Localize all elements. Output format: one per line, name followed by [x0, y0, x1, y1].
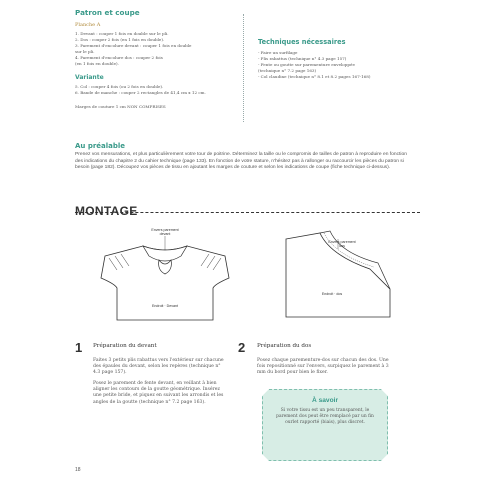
prealable-section: [75, 142, 415, 172]
step1-paragraph: Posez le parement de fente devant, en veillant à bien aligner les contours de la goutte géométrique. Insérez une petite bride, et piquez en suivant les arrondis et les angles de la goutte (technique n° 7.2 page 163).: [93, 381, 224, 405]
step2-text: [257, 358, 392, 381]
patron-line: 4. Parement d'encolure dos : couper 2 fois: [75, 55, 163, 61]
patron-title: Patron et coupe: [75, 8, 140, 17]
techniques-list: [258, 50, 418, 80]
box-corner-notch: [381, 382, 395, 396]
patron-subtitle: Planche A: [75, 22, 101, 28]
patron-line: (en 1 fois en double).: [75, 61, 119, 67]
montage-divider: [75, 212, 420, 213]
fig2-label-bottom: Endroit · dos: [321, 292, 343, 296]
page-number: 18: [75, 467, 81, 473]
step1-text: [93, 358, 228, 411]
technique-line: - Plis rabattus (technique n° 4.3 page 157): [258, 56, 347, 62]
technique-line: - Fente ou goutte sur parementure enveloppée: [258, 62, 355, 68]
fig1-label-top: [143, 228, 187, 236]
techniques-section: [258, 38, 418, 80]
patron-line: 3. Parement d'encolure devant : couper 1 fois en double: [75, 43, 192, 49]
techniques-title: Techniques nécessaires: [258, 38, 346, 46]
variante-line: 6. Bande de manche : couper 2 rectangles de 41,4 cm x 12 cm.: [75, 89, 206, 95]
technique-line: - Col claudine (technique n° 8.1 et 8.2 pages 167-168): [258, 74, 371, 80]
fig1-label-line: Envers parement: [151, 228, 179, 232]
column-divider: [243, 14, 244, 122]
step2-number: 2: [238, 340, 246, 355]
fig1-label-line: devant: [159, 232, 171, 236]
fig2-label-top: [322, 240, 362, 248]
step2-paragraph: Posez chaque parementure-dos sur chacun des dos. Une fois repositionné sur l'envers, surpiquez le parement à 3 mm du bord pour bien le fixer.: [257, 358, 389, 376]
patron-line: 1. Devant : couper 1 fois en double sur le pli.: [75, 31, 169, 36]
a-savoir-box: [262, 389, 388, 461]
step1-number: 1: [75, 340, 83, 355]
box-corner-notch: [381, 454, 395, 468]
variante-list: [75, 84, 240, 96]
marges-note: Marges de couture 1 cm NON COMPRISES: [75, 103, 166, 109]
patron-line: sur le pli.: [75, 49, 95, 55]
step2-title: Préparation du dos: [257, 343, 312, 349]
montage-title: MONTAGE: [75, 204, 138, 218]
fig2-label-line: dos: [339, 244, 345, 248]
step1-title: Préparation du devant: [93, 343, 157, 349]
prealable-text: Prenez vos mensurations, et plus particulièrement votre tour de poitrine. Déterminez la taille ou le compromis de tailles de patron à reproduire en fonction des indications du chapitre 2 du cahier technique (page 133). En fonction de votre stature, n'hésitez pas à rallonger ou raccourcir les pièces du patron si besoin (page 182). Découpez vos pièces de tissu en ajoutant les marges de couture et selon les indications de coupe (fiche technique ci-dessus).: [75, 152, 407, 171]
patron-section: [75, 8, 240, 110]
variante-title: Variante: [75, 73, 104, 81]
patron-line: 2. Dos : couper 2 fois (en 1 fois en double).: [75, 37, 165, 43]
box-corner-notch: [255, 454, 269, 468]
technique-line: - Faire un surfilage: [258, 50, 298, 55]
patron-list: [75, 31, 240, 68]
prealable-title: Au préalable: [75, 142, 126, 150]
fig2-label-line: Envers parement: [328, 240, 356, 244]
a-savoir-text: Si votre tissu est un peu transparent, le parement dos peut être remplacé par un fin ourlet rapporté (biais), plus discret.: [276, 408, 374, 425]
fig1-label-bottom: Endroit · Devant: [152, 304, 178, 308]
a-savoir-title: À savoir: [311, 397, 339, 404]
front-bodice-illustration: [95, 228, 235, 328]
step1-paragraph: Faites 3 petits plis rabattus vers l'extérieur sur chacune des épaules du devant, selon les repères (technique n° 4.3 page 157).: [93, 358, 224, 376]
box-corner-notch: [255, 382, 269, 396]
variante-line: 5. Col : couper 4 fois (ou 2 fois en double).: [75, 83, 164, 89]
technique-line: (technique n° 7.2 page 163): [258, 68, 317, 74]
